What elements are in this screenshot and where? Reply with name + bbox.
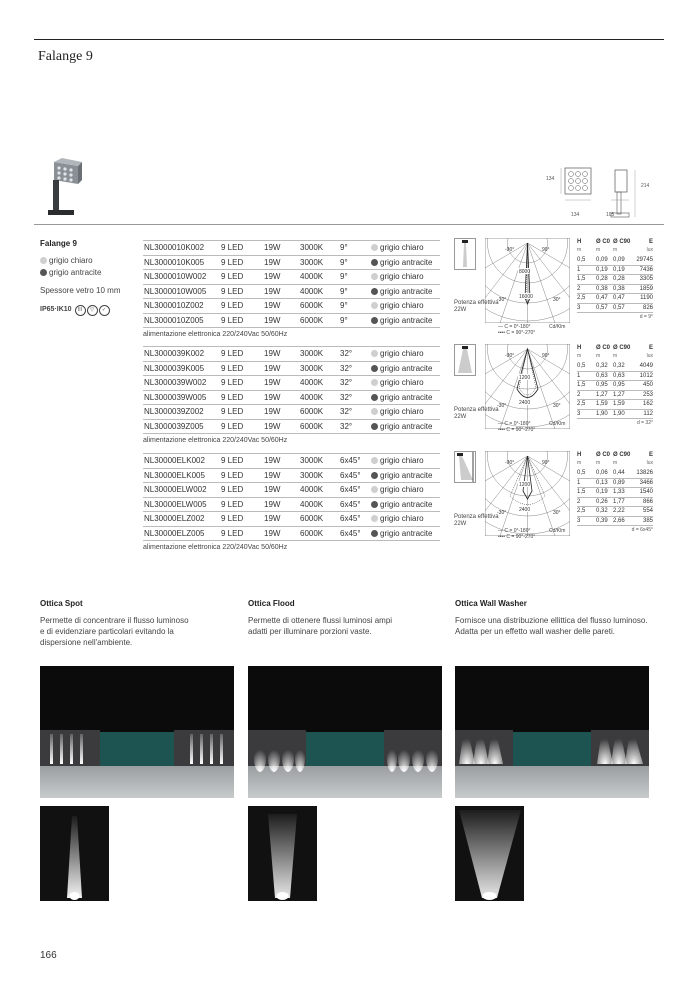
color-dot-icon (371, 317, 378, 324)
effective-power: Potenza effettiva 22W (454, 300, 499, 313)
lux-table-spot: H Ø C0 Ø C90 E m m m lux 0,5 0,09 0,09 29745 1 0,19 0,19 7436 1,5 0,28 0,28 3305 2 0,38 0,38 1859 2,5 0,47 0,47 1190 3 0,57 0,57 826 d = 9° (577, 239, 653, 320)
table-row: NL3000039W005 9 LED 19W 4000K 32° grigio antracite (143, 391, 440, 406)
spot-beam-photo (40, 806, 109, 901)
product-name: Falange 9 (40, 239, 77, 248)
table-row: NL30000ELZ002 9 LED 19W 6000K 6x45° grigio chiaro (143, 512, 440, 527)
table-row: NL3000010Z002 9 LED 19W 6000K 9° grigio chiaro (143, 299, 440, 314)
angle-label: -30° (497, 403, 507, 409)
wallwasher-scene-photo (455, 666, 649, 798)
angle-label: -30° (497, 510, 507, 516)
color-dot-icon (371, 244, 378, 251)
polar-label: 2400 (519, 400, 531, 406)
lux-table-wallwasher: H Ø C0 Ø C90 E m m m lux 0,5 0,06 0,44 13826 1 0,13 0,89 3466 1,5 0,19 1,33 1540 2 0,26 1,77 866 2,5 0,32 2,22 554 3 0,39 2,66 385 d = 6x45° (577, 452, 653, 533)
color-dot-icon (371, 486, 378, 493)
page-number: 166 (40, 950, 57, 961)
separator-rule (34, 224, 664, 225)
color-dot-icon (371, 515, 378, 522)
table-row: NL3000010W002 9 LED 19W 4000K 9° grigio chiaro (143, 270, 440, 285)
table-row: 0,5 0,09 0,09 29745 (577, 256, 653, 266)
product-photo (40, 158, 82, 218)
table-row: NL30000ELW002 9 LED 19W 4000K 6x45° grigio chiaro (143, 483, 440, 498)
table-row: 3 0,39 2,66 385 (577, 517, 653, 527)
table-row: NL30000ELW005 9 LED 19W 4000K 6x45° grigio antracite (143, 498, 440, 513)
color-dot-icon (371, 423, 378, 430)
ip-rating: IP65 (40, 306, 55, 313)
wallwasher-beam-icon (454, 451, 476, 483)
angle-label: 30° (553, 403, 561, 409)
dim-width-side: 105 (606, 212, 615, 218)
table-row: NL30000ELK002 9 LED 19W 3000K 6x45° grigio chiaro (143, 453, 440, 469)
dim-width-front: 134 (571, 212, 580, 218)
table-row: 1,5 0,28 0,28 3305 (577, 275, 653, 285)
table-row: NL3000010W005 9 LED 19W 4000K 9° grigio antracite (143, 285, 440, 300)
optic-title-flood: Ottica Flood (248, 599, 295, 608)
cdklm-label: Cd/Klm (549, 421, 566, 427)
title-rule (34, 39, 664, 40)
angle-label: -90° (505, 353, 515, 359)
rows-container (143, 346, 440, 434)
optic-desc-wallwasher: Fornisce una distribuzione ellittica del flusso luminoso. Adatta per un effetto wall washer delle pareti. (455, 616, 648, 636)
table-row: 2 1,27 1,27 253 (577, 391, 653, 401)
polar-label: 16000 (519, 294, 533, 300)
table-row: NL30000ELZ005 9 LED 19W 6000K 6x45° grigio antracite (143, 527, 440, 542)
spot-scene-photo (40, 666, 234, 798)
table-row: NL3000039W002 9 LED 19W 4000K 32° grigio chiaro (143, 376, 440, 391)
polar-legend: — C = 0°-180° •••• C = 90°-270° (498, 528, 536, 540)
spot-beam-icon (454, 238, 476, 270)
dimension-drawing (543, 165, 663, 225)
ik-rating: IK10 (56, 306, 72, 313)
color-dot-icon (371, 379, 378, 386)
color-dot-icon (371, 472, 378, 479)
color-option-dark: grigio antracite (40, 267, 120, 279)
power-supply-note: alimentazione elettronica 220/240Vac 50/60Hz (143, 437, 288, 444)
color-dot-icon (371, 302, 378, 309)
table-row: 0,5 0,32 0,32 4049 (577, 362, 653, 372)
power-supply-note: alimentazione elettronica 220/240Vac 50/60Hz (143, 544, 288, 551)
wallwasher-beam-photo (455, 806, 524, 901)
angle-label: 30° (553, 510, 561, 516)
angle-label: 90° (542, 247, 550, 253)
f-mark-icon: ▽ (87, 305, 98, 316)
product-table-wallwasher (143, 453, 440, 551)
effective-power: Potenza effettiva 22W (454, 407, 499, 420)
table-row: 2 0,26 1,77 866 (577, 498, 653, 508)
optic-desc-spot: Permette di concentrare il flusso luminoso e di evidenziare particolari evitando la dispersione nell'ambiente. (40, 616, 189, 647)
polar-label: 1200 (519, 375, 531, 381)
beam-angle-note: d = 6x45° (631, 527, 653, 533)
table-row: 3 0,57 0,57 826 (577, 304, 653, 314)
light-dot-icon (40, 257, 47, 264)
table-row: NL3000010K005 9 LED 19W 3000K 9° grigio antracite (143, 256, 440, 271)
angle-label: 90° (542, 460, 550, 466)
certifications: IP65·IK10 III ▽ ✓ (40, 304, 120, 316)
table-row: 2,5 1,59 1,59 162 (577, 400, 653, 410)
table-row: NL3000039K002 9 LED 19W 3000K 32° grigio chiaro (143, 346, 440, 362)
flood-scene-photo (248, 666, 442, 798)
product-table-spot (143, 240, 440, 338)
table-row: 1,5 0,95 0,95 450 (577, 381, 653, 391)
beam-angle-note: d = 32° (636, 420, 653, 426)
color-dot-icon (371, 350, 378, 357)
cdklm-label: Cd/Klm (549, 324, 566, 330)
table-row: NL3000010Z005 9 LED 19W 6000K 9° grigio antracite (143, 314, 440, 329)
glass-thickness: Spessore vetro 10 mm (40, 286, 121, 295)
rows-container (143, 240, 440, 328)
beam-angle-note: d = 9° (639, 314, 653, 320)
angle-label: -90° (505, 460, 515, 466)
table-row: NL3000039Z002 9 LED 19W 6000K 32° grigio chiaro (143, 405, 440, 420)
table-row: 3 1,90 1,90 112 (577, 410, 653, 420)
flood-beam-photo (248, 806, 317, 901)
color-dot-icon (371, 394, 378, 401)
polar-label: 8000 (519, 269, 531, 275)
table-row: 2,5 0,32 2,22 554 (577, 507, 653, 517)
flood-beam-icon (454, 344, 476, 376)
power-supply-note: alimentazione elettronica 220/240Vac 50/60Hz (143, 331, 288, 338)
color-dot-icon (371, 501, 378, 508)
optic-desc-flood: Permette di ottenere flussi luminosi ampi adatti per illuminare porzioni vaste. (248, 616, 393, 636)
angle-label: 30° (553, 297, 561, 303)
table-row: NL30000ELK005 9 LED 19W 3000K 6x45° grigio antracite (143, 469, 440, 484)
angle-label: -90° (505, 247, 515, 253)
cdklm-label: Cd/Klm (549, 528, 566, 534)
dim-height-side: 214 (641, 183, 650, 189)
color-dot-icon (371, 530, 378, 537)
ce-mark-icon: ✓ (99, 305, 110, 316)
dark-dot-icon (40, 269, 47, 276)
color-dot-icon (371, 259, 378, 266)
dim-height: 134 (546, 176, 555, 182)
lux-table-flood: H Ø C0 Ø C90 E m m m lux 0,5 0,32 0,32 4049 1 0,63 0,63 1012 1,5 0,95 0,95 450 2 1,27 1,27 253 2,5 1,59 1,59 162 3 1,90 1,90 112 d = 32° (577, 345, 653, 426)
table-row: 0,5 0,06 0,44 13826 (577, 469, 653, 479)
table-row: 1 0,13 0,89 3466 (577, 479, 653, 489)
angle-label: 90° (542, 353, 550, 359)
color-dot-icon (371, 408, 378, 415)
angle-label: -30° (497, 297, 507, 303)
table-row: NL3000010K002 9 LED 19W 3000K 9° grigio chiaro (143, 240, 440, 256)
color-dot-icon (371, 457, 378, 464)
color-dot-icon (371, 288, 378, 295)
rows-container (143, 453, 440, 541)
color-dot-icon (371, 273, 378, 280)
color-option-light: grigio chiaro (40, 255, 120, 267)
table-row: NL3000039Z005 9 LED 19W 6000K 32° grigio antracite (143, 420, 440, 435)
table-row: 1,5 0,19 1,33 1540 (577, 488, 653, 498)
polar-label: 2400 (519, 507, 531, 513)
effective-power: Potenza effettiva 22W (454, 514, 499, 527)
product-table-flood (143, 346, 440, 444)
optic-title-wallwasher: Ottica Wall Washer (455, 599, 527, 608)
page-title: Falange 9 (38, 49, 93, 64)
product-info (40, 238, 120, 316)
polar-label: 1200 (519, 482, 531, 488)
class-iii-icon: III (75, 305, 86, 316)
polar-legend: — C = 0°-180° •••• C = 90°-270° (498, 421, 536, 433)
table-row: 1 0,63 0,63 1012 (577, 372, 653, 382)
optic-title-spot: Ottica Spot (40, 599, 83, 608)
table-row: 2 0,38 0,38 1859 (577, 285, 653, 295)
table-row: NL3000039K005 9 LED 19W 3000K 32° grigio antracite (143, 362, 440, 377)
color-dot-icon (371, 365, 378, 372)
table-row: 1 0,19 0,19 7436 (577, 266, 653, 276)
table-row: 2,5 0,47 0,47 1190 (577, 294, 653, 304)
polar-legend: — C = 0°-180° •••• C = 90°-270° (498, 324, 536, 336)
